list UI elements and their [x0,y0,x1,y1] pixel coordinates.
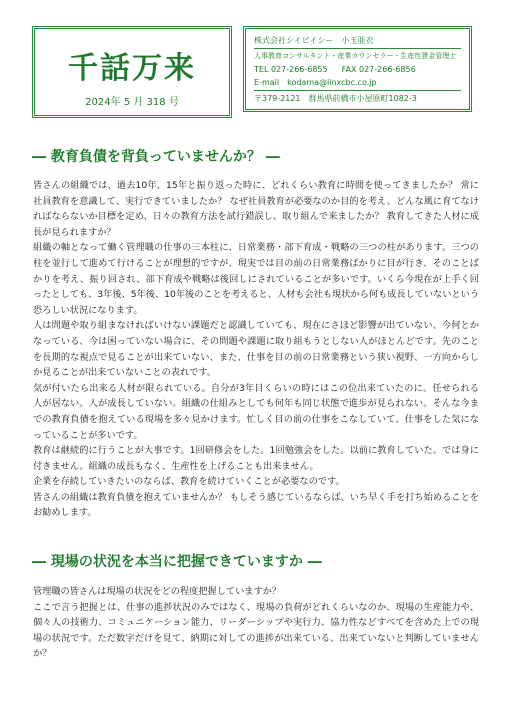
section-body-education-debt [33,178,479,521]
email-label: E-mail [254,78,280,87]
paragraph: 人は問題や取り組まなければいけない課題だと認識していても、現在にさほど影響が出ていない、今何とかなっている、今は困っていない場合に、その問題や課題に取り組もうとしない人がほとんどです。先のことを長期的な視点で見ることが出来ていない、また、仕事を目の前の日常業務という狭い視野、一方向からしか見ることが出来ていないことの表れです。 [33,320,479,379]
paragraph: 皆さんの組織は教育負債を抱えていませんか？ もしそう感じているならば、いち早く手を打ち始めることをお勧めします。 [33,491,479,519]
paragraph: 管理職の皆さんは現場の状況をどの程度把握していますか？ [33,586,282,597]
newsletter-title-box [32,26,232,118]
phone-number: TEL 027-266-6855 [254,65,328,74]
paragraph: 教育は継続的に行うことが大事です。1回研修会をした。1回勉強会をした。以前に教育していた。では身に付きません。組織の成長もなく、生産性を上げることも出来ません。 [33,445,479,472]
phone-fax-line [254,63,461,76]
paragraph: ここで言う把握とは、仕事の進捗状況のみではなく、現場の負荷がどれくらいなのか、現場の生産能力や、個々人の技術力、コミュニケーション能力、リーダーシップや実行力、協力性などすべてを含めた上での現場の状況です。ただ数字だけを見て、納期に対しての進捗が出来ている、出来ていないと判断していませんか？ [33,601,479,660]
paragraph: 組織の軸となって働く管理職の仕事の三本柱に、日常業務・部下育成・戦略の三つの柱があります。三つの柱を並行して進めて行けることが理想的ですが、現実では目の前の日常業務ばかりに目が行き、そのことばかりを考え、振り回され、部下育成や戦略は後回しにされていることが多いです。いくら今現在が上手く回ったとしても、3年後、5年後、10年後のことを考えると、人材も会社も現状から何も成長していないという恐ろしい状況になります。 [33,242,480,316]
section-body-field-status [33,584,479,662]
issue-number: 2024年 5 月 318 号 [85,97,179,108]
email-address[interactable]: kodama@linxcbc.co.jp [287,78,377,87]
contact-info-box [243,26,472,112]
newsletter-title: 千話万来 [68,51,196,86]
consultant-role: 人事教育コンサルタント・産業カウンセラー・生産性賃金管理士 [254,52,457,60]
email-line [254,76,461,89]
company-name: 株式会社シイビイシー 小玉亜衣 [254,36,374,45]
paragraph: 気が付いたら出来る人材が限られている。自分が3年目くらいの時にはこの位出来ていたのに。任せられる人が居ない。人が成長していない。組織の仕組みとしても何年も同じ状態で進歩が見られない。そんな今までの教育負債を抱えている現場を多々見かけます。忙しく目の前の仕事をこなしていて、仕事をした気になっていることが多いです。 [33,382,479,441]
divider [254,90,461,91]
paragraph: 企業を存続していきたいのならば、教育を続けていくことが必要なのです。 [33,476,345,488]
section-heading-field-status: ― 現場の状況を本当に把握できていますか ― [32,554,322,570]
fax-number: FAX 027-266-6856 [341,65,416,74]
paragraph: 皆さんの組織では、過去10年、15年と振り返った時に、どれくらい教育に時間を使ってきましたか？ 常に社員教育を意識して、実行できていましたか？ なぜ社員教育が必要なのか目的を考え、どんな風に育てなければならないか目標を定め、日々の教育方法を試行錯誤し、取り組んで来ましたか？ 教育してきた人材に成長が見られますか？ [33,180,479,238]
section-heading-education-debt: ― 教育負債を背負っていませんか？ ― [32,149,280,165]
divider [254,48,461,49]
postal-address: 〒379-2121 群馬県前橋市小屋原町1082-3 [254,94,417,103]
